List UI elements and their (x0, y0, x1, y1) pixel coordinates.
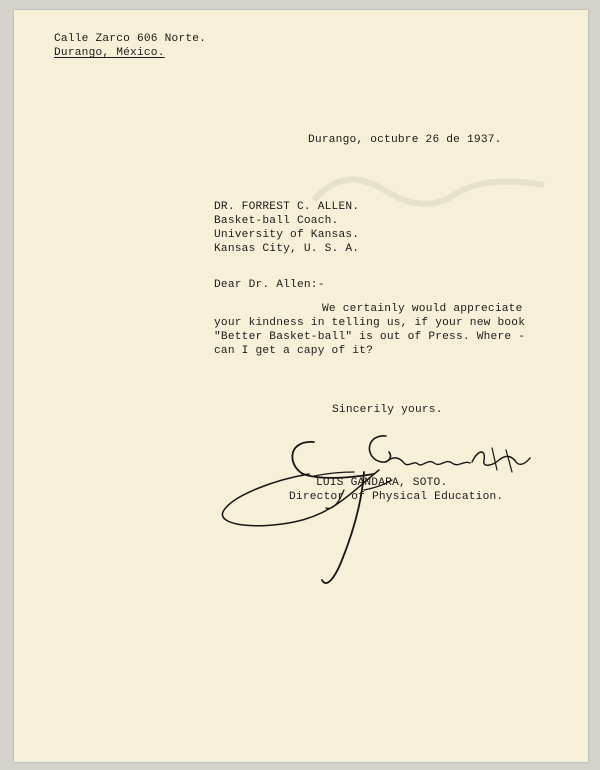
salutation: Dear Dr. Allen:- (214, 279, 325, 291)
return-address-line-2: Durango, México. (54, 47, 165, 59)
recipient-line-3: University of Kansas. (214, 229, 360, 241)
letter-page (14, 10, 588, 762)
signer-title: Director of Physical Education. (289, 491, 504, 503)
body-line-3: "Better Basket-ball" is out of Press. Where - (214, 331, 526, 343)
body-line-1: We certainly would appreciate (322, 303, 523, 315)
recipient-line-4: Kansas City, U. S. A. (214, 243, 360, 255)
handwritten-signature (214, 430, 544, 590)
return-address-line-1: Calle Zarco 606 Norte. (54, 33, 207, 45)
letter-date: Durango, octubre 26 de 1937. (308, 134, 502, 146)
signer-name: LUIS GANDARA, SOTO. (316, 477, 448, 489)
body-line-2: your kindness in telling us, if your new book (214, 317, 526, 329)
recipient-line-2: Basket-ball Coach. (214, 215, 339, 227)
body-line-4: can I get a capy of it? (214, 345, 374, 357)
closing: Sincerily yours. (332, 404, 443, 416)
recipient-line-1: DR. FORREST C. ALLEN. (214, 201, 360, 213)
